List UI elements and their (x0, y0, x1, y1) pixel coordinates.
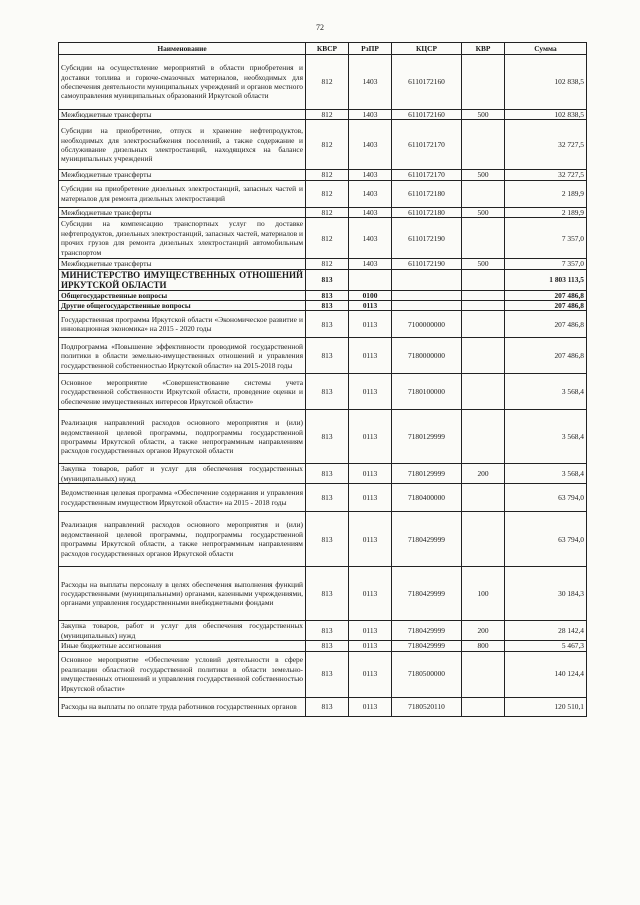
cell-kvsr: 813 (306, 567, 349, 621)
table-row (59, 180, 587, 207)
cell-name: Межбюджетные трансферты (59, 170, 306, 180)
cell-sum: 2 189,9 (505, 180, 587, 207)
cell-kvsr: 813 (306, 484, 349, 512)
cell-kcsr: 7180429999 (392, 641, 462, 651)
column-header-sum: Сумма (505, 43, 587, 55)
cell-kvr: 200 (462, 621, 505, 641)
cell-kvsr: 813 (306, 374, 349, 410)
cell-name: МИНИСТЕРСТВО ИМУЩЕСТВЕННЫХ ОТНОШЕНИЙ ИРКУТСКОЙ ОБЛАСТИ (59, 269, 306, 290)
cell-kvsr: 812 (306, 218, 349, 259)
cell-kcsr: 6110172180 (392, 180, 462, 207)
cell-name: Ведомственная целевая программа «Обеспечение содержания и управления государственным имуществом Иркутской области» на 2015 - 2018 годы (59, 484, 306, 512)
table-row (59, 170, 587, 180)
cell-rzpr: 0113 (349, 301, 392, 311)
table-row (59, 259, 587, 269)
cell-kvsr: 813 (306, 641, 349, 651)
column-header-kvr: КВР (462, 43, 505, 55)
table-row (59, 311, 587, 338)
cell-kvsr: 813 (306, 311, 349, 338)
cell-sum: 7 357,0 (505, 218, 587, 259)
cell-kvr: 800 (462, 641, 505, 651)
cell-kvr (462, 290, 505, 300)
cell-sum: 5 467,3 (505, 641, 587, 651)
cell-kvsr: 812 (306, 120, 349, 170)
cell-kvr (462, 512, 505, 567)
cell-kvr (462, 484, 505, 512)
cell-name: Основное мероприятие «Совершенствование системы учета государственной собственности Иркутской области, проведение оценки и обеспечение имущественных интересов Иркутской области» (59, 374, 306, 410)
cell-kvr (462, 180, 505, 207)
cell-name: Субсидии на приобретение дизельных электростанций, запасных частей и материалов для ремонта дизельных электростанций (59, 180, 306, 207)
cell-rzpr: 0113 (349, 410, 392, 464)
cell-rzpr: 1403 (349, 259, 392, 269)
table-row (59, 621, 587, 641)
cell-kvsr: 813 (306, 301, 349, 311)
cell-kvr (462, 218, 505, 259)
cell-name: Реализация направлений расходов основного мероприятия и (или) ведомственной целевой программы, подпрограммы государственной программы Иркутской области, а также непрограммным направлениям расходов государственных органов Иркутской области (59, 410, 306, 464)
cell-kcsr: 6110172170 (392, 170, 462, 180)
header-row (59, 43, 587, 55)
cell-rzpr: 0113 (349, 484, 392, 512)
table-row (59, 338, 587, 374)
cell-sum: 120 510,1 (505, 697, 587, 716)
cell-kvsr: 813 (306, 512, 349, 567)
cell-kcsr: 7180500000 (392, 651, 462, 697)
budget-table (58, 42, 587, 717)
cell-sum: 207 486,8 (505, 338, 587, 374)
cell-rzpr: 0113 (349, 651, 392, 697)
cell-kcsr: 7180000000 (392, 338, 462, 374)
table-row (59, 567, 587, 621)
cell-rzpr: 1403 (349, 207, 392, 217)
cell-kvsr: 813 (306, 621, 349, 641)
cell-kvr (462, 301, 505, 311)
cell-sum: 102 838,5 (505, 55, 587, 110)
cell-kvr: 500 (462, 207, 505, 217)
column-header-kcsr: КЦСР (392, 43, 462, 55)
cell-sum: 207 486,8 (505, 311, 587, 338)
table-row (59, 207, 587, 217)
cell-kvr: 500 (462, 110, 505, 120)
cell-kvr: 500 (462, 170, 505, 180)
table-row (59, 218, 587, 259)
cell-name: Закупка товаров, работ и услуг для обеспечения государственных (муниципальных) нужд (59, 464, 306, 484)
cell-kvr: 200 (462, 464, 505, 484)
table-row (59, 464, 587, 484)
cell-kvsr: 812 (306, 55, 349, 110)
cell-rzpr: 0113 (349, 338, 392, 374)
cell-kcsr: 6110172180 (392, 207, 462, 217)
cell-kvsr: 812 (306, 180, 349, 207)
cell-sum: 3 568,4 (505, 410, 587, 464)
cell-name: Субсидии на приобретение, отпуск и хранение нефтепродуктов, необходимых для электроснабжения поселений, а также содержание и обслуживание дизельных электростанций, находящихся на балансе муниципальных учреждений (59, 120, 306, 170)
cell-name: Расходы на выплаты персоналу в целях обеспечения выполнения функций государственными (муниципальными) органами, казенными учреждениями, органами управления государственными внебюджетными фондами (59, 567, 306, 621)
table-row (59, 697, 587, 716)
cell-sum: 7 357,0 (505, 259, 587, 269)
cell-rzpr: 0113 (349, 374, 392, 410)
cell-rzpr: 1403 (349, 170, 392, 180)
cell-sum: 140 124,4 (505, 651, 587, 697)
cell-kvr (462, 311, 505, 338)
table-row (59, 484, 587, 512)
cell-kvsr: 813 (306, 464, 349, 484)
cell-kcsr: 7100000000 (392, 311, 462, 338)
cell-rzpr: 1403 (349, 218, 392, 259)
table-row (59, 651, 587, 697)
cell-kvr (462, 269, 505, 290)
cell-name: Субсидии на компенсацию транспортных услуг по доставке нефтепродуктов, дизельных электростанций, запасных частей, материалов и прочих грузов для ремонта дизельных электростанций автомобильным транспортом (59, 218, 306, 259)
cell-rzpr: 0113 (349, 311, 392, 338)
cell-kcsr (392, 301, 462, 311)
cell-kvr (462, 374, 505, 410)
column-header-name: Наименование (59, 43, 306, 55)
cell-rzpr: 1403 (349, 180, 392, 207)
cell-sum: 63 794,0 (505, 484, 587, 512)
cell-kcsr (392, 269, 462, 290)
cell-kcsr: 7180129999 (392, 410, 462, 464)
cell-rzpr: 0113 (349, 512, 392, 567)
cell-rzpr: 0113 (349, 567, 392, 621)
cell-rzpr: 1403 (349, 110, 392, 120)
cell-kvsr: 813 (306, 410, 349, 464)
cell-name: Иные бюджетные ассигнования (59, 641, 306, 651)
cell-kvr (462, 55, 505, 110)
cell-kvsr: 812 (306, 170, 349, 180)
cell-sum: 1 803 113,5 (505, 269, 587, 290)
cell-kcsr: 7180400000 (392, 484, 462, 512)
cell-name: Расходы на выплаты по оплате труда работников государственных органов (59, 697, 306, 716)
cell-rzpr: 0113 (349, 697, 392, 716)
cell-kcsr: 7180429999 (392, 567, 462, 621)
cell-kvsr: 812 (306, 110, 349, 120)
cell-sum: 207 486,8 (505, 301, 587, 311)
cell-name: Реализация направлений расходов основного мероприятия и (или) ведомственной целевой программы, подпрограммы государственной программы Иркутской области, а также непрограммным направлениям расходов государственных органов Иркутской области (59, 512, 306, 567)
cell-kvsr: 813 (306, 290, 349, 300)
cell-sum: 32 727,5 (505, 170, 587, 180)
cell-sum: 3 568,4 (505, 374, 587, 410)
table-row (59, 55, 587, 110)
cell-kvsr: 812 (306, 207, 349, 217)
table-row (59, 301, 587, 311)
cell-name: Субсидии на осуществление мероприятий в области приобретения и доставки топлива и горюче-смазочных материалов, необходимых для обеспечения деятельности муниципальных учреждений и органов местного самоуправления муниципальных образований Иркутской области (59, 55, 306, 110)
cell-kcsr (392, 290, 462, 300)
table-body (59, 55, 587, 717)
cell-name: Межбюджетные трансферты (59, 110, 306, 120)
cell-kvr (462, 697, 505, 716)
cell-name: Общегосударственные вопросы (59, 290, 306, 300)
table-row (59, 641, 587, 651)
cell-sum: 102 838,5 (505, 110, 587, 120)
cell-kvsr: 813 (306, 697, 349, 716)
table-row (59, 110, 587, 120)
cell-name: Другие общегосударственные вопросы (59, 301, 306, 311)
cell-rzpr: 1403 (349, 120, 392, 170)
cell-kvsr: 813 (306, 651, 349, 697)
cell-rzpr: 0113 (349, 641, 392, 651)
cell-kcsr: 7180520110 (392, 697, 462, 716)
cell-kvsr: 813 (306, 269, 349, 290)
table-row (59, 512, 587, 567)
cell-kcsr: 7180100000 (392, 374, 462, 410)
cell-kvsr: 813 (306, 338, 349, 374)
table-header (59, 43, 587, 55)
cell-rzpr: 0113 (349, 621, 392, 641)
column-header-kvsr: КВСР (306, 43, 349, 55)
cell-sum: 3 568,4 (505, 464, 587, 484)
cell-kvr: 100 (462, 567, 505, 621)
column-header-rzpr: РзПР (349, 43, 392, 55)
cell-rzpr (349, 269, 392, 290)
cell-kcsr: 7180429999 (392, 621, 462, 641)
cell-kvr (462, 120, 505, 170)
cell-sum: 2 189,9 (505, 207, 587, 217)
cell-kcsr: 6110172160 (392, 110, 462, 120)
cell-name: Межбюджетные трансферты (59, 207, 306, 217)
cell-kcsr: 7180129999 (392, 464, 462, 484)
cell-kvr (462, 338, 505, 374)
cell-kvr: 500 (462, 259, 505, 269)
cell-rzpr: 1403 (349, 55, 392, 110)
cell-kcsr: 6110172170 (392, 120, 462, 170)
cell-name: Закупка товаров, работ и услуг для обеспечения государственных (муниципальных) нужд (59, 621, 306, 641)
cell-rzpr: 0113 (349, 464, 392, 484)
table-row (59, 120, 587, 170)
cell-kcsr: 6110172160 (392, 55, 462, 110)
cell-kcsr: 7180429999 (392, 512, 462, 567)
cell-name: Государственная программа Иркутской области «Экономическое развитие и инновационная экономика» на 2015 - 2020 годы (59, 311, 306, 338)
table-row (59, 290, 587, 300)
page-number: 72 (316, 23, 324, 32)
table-row (59, 410, 587, 464)
cell-name: Подпрограмма «Повышение эффективности проводимой государственной политики в области земельно-имущественных отношений и управления государственной собственностью Иркутской области» на 2015-2018 годы (59, 338, 306, 374)
cell-kcsr: 6110172190 (392, 218, 462, 259)
cell-sum: 30 184,3 (505, 567, 587, 621)
cell-rzpr: 0100 (349, 290, 392, 300)
cell-sum: 32 727,5 (505, 120, 587, 170)
table-row (59, 269, 587, 290)
table-row (59, 374, 587, 410)
cell-kcsr: 6110172190 (392, 259, 462, 269)
cell-kvr (462, 651, 505, 697)
cell-name: Основное мероприятие «Обеспечение условий деятельности в сфере реализации областной государственной политики в области земельно-имущественных отношений и управления государственной собственностью Иркутской области» (59, 651, 306, 697)
cell-kvr (462, 410, 505, 464)
cell-kvsr: 812 (306, 259, 349, 269)
cell-sum: 207 486,8 (505, 290, 587, 300)
cell-sum: 28 142,4 (505, 621, 587, 641)
cell-sum: 63 794,0 (505, 512, 587, 567)
cell-name: Межбюджетные трансферты (59, 259, 306, 269)
